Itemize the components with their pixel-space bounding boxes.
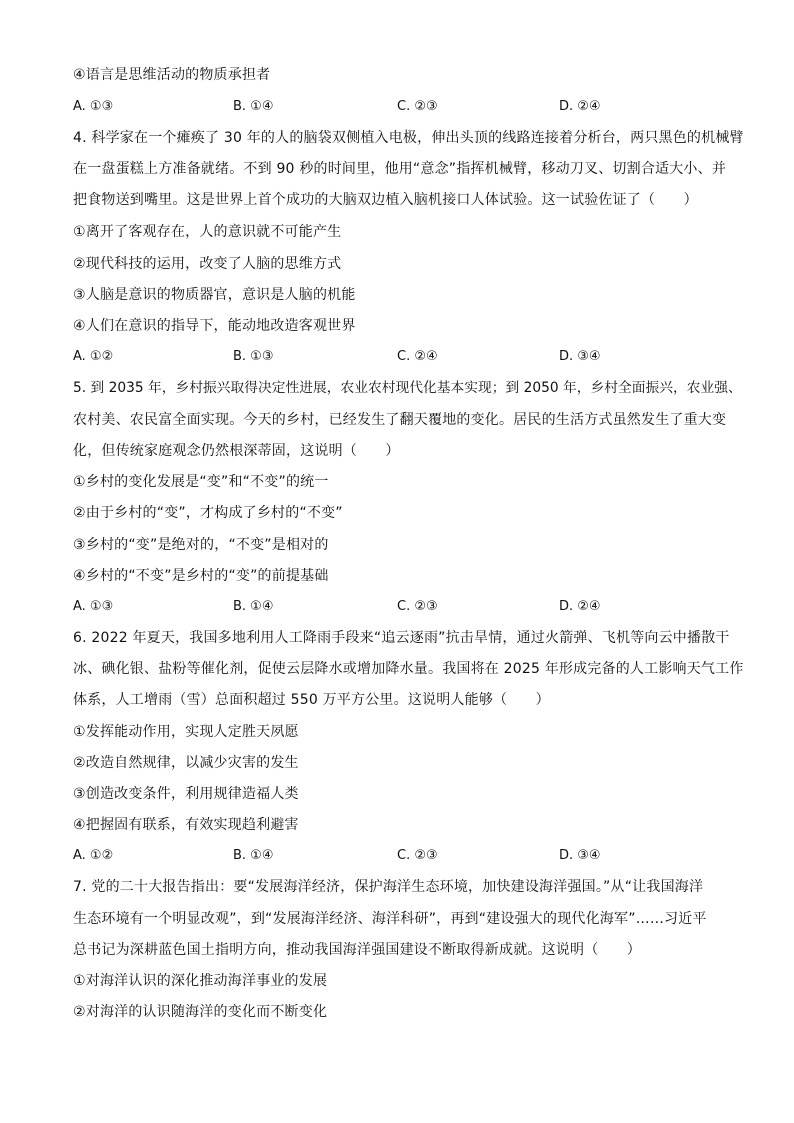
option-a: A. ①③: [73, 99, 114, 114]
option-d: D. ②④: [559, 599, 601, 614]
question-7-item-1: ①对海洋认识的深化推动海洋事业的发展: [73, 973, 328, 989]
question-6-stem-line-1: 6. 2022 年夏天，我国多地利用人工降雨手段来“追云逐雨”抗击旱情，通过火箭弹、飞机等向云中播散干: [73, 630, 730, 646]
question-4-stem-line-2: 在一盘蛋糕上方准备就绪。不到 90 秒的时间里，他用“意念”指挥机械臂，移动刀叉、切割合适大小、并: [73, 161, 727, 177]
option-b: B. ①④: [233, 599, 274, 614]
question-6-stem-line-3: 体系，人工增雨（雪）总面积超过 550 万平方公里。这说明人能够（ ）: [73, 692, 550, 708]
question-6-item-4: ④把握固有联系，有效实现趋利避害: [73, 817, 299, 833]
question-6-item-3: ③创造改变条件，利用规律造福人类: [73, 786, 299, 802]
question-6-item-2: ②改造自然规律，以减少灾害的发生: [73, 755, 299, 771]
option-d: D. ③④: [559, 848, 601, 863]
question-4-item-3: ③人脑是意识的物质器官，意识是人脑的机能: [73, 287, 356, 303]
option-a: A. ①③: [73, 599, 114, 614]
question-6-stem-line-2: 冰、碘化银、盐粉等催化剂，促使云层降水或增加降水量。我国将在 2025 年形成完备的人工影响天气工作: [73, 661, 744, 677]
question-4-stem-line-3: 把食物送到嘴里。这是世界上首个成功的大脑双边植入脑机接口人体试验。这一试验佐证了（ ）: [73, 192, 698, 208]
question-5-item-3: ③乡村的“变”是绝对的，“不变”是相对的: [73, 537, 329, 553]
question-7-item-2: ②对海洋的认识随海洋的变化而不断变化: [73, 1004, 328, 1020]
option-b: B. ①④: [233, 99, 274, 114]
option-d: D. ③④: [559, 349, 601, 364]
question-5-item-2: ②由于乡村的“变”，才构成了乡村的“不变”: [73, 505, 343, 521]
question-4-item-1: ①离开了客观存在，人的意识就不可能产生: [73, 224, 342, 240]
option-c: C. ②④: [397, 349, 438, 364]
question-3-item-4: ④语言是思维活动的物质承担者: [73, 67, 271, 83]
question-6-options: [73, 846, 733, 866]
question-7-stem-line-2: 生态环境有一个明显改观”，到“发展海洋经济、海洋科研”，再到“建设强大的现代化海军”……习近平: [73, 911, 707, 927]
option-c: C. ②③: [397, 848, 438, 863]
option-c: C. ②③: [397, 99, 438, 114]
option-b: B. ①④: [233, 848, 274, 863]
question-5-options: [73, 597, 733, 617]
question-4-options: [73, 347, 733, 367]
question-5-stem-line-1: 5. 到 2035 年，乡村振兴取得决定性进展，农业农村现代化基本实现；到 2050 年，乡村全面振兴，农业强、: [73, 380, 742, 396]
option-d: D. ②④: [559, 99, 601, 114]
question-4-item-2: ②现代科技的运用，改变了人脑的思维方式: [73, 256, 342, 272]
option-a: A. ①②: [73, 848, 114, 863]
question-5-item-1: ①乡村的变化发展是“变”和“不变”的统一: [73, 474, 329, 490]
question-5-stem-line-3: 化，但传统家庭观念仍然根深蒂固，这说明（ ）: [73, 443, 400, 459]
question-4-stem-line-1: 4. 科学家在一个瘫痪了 30 年的人的脑袋双侧植入电极，伸出头顶的线路连接着分析台，两只黑色的机械臂: [73, 130, 744, 146]
question-3-options: [73, 97, 733, 117]
question-7-stem-line-3: 总书记为深耕蓝色国土指明方向，推动我国海洋强国建设不断取得新成就。这说明（ ）: [73, 942, 641, 958]
option-a: A. ①②: [73, 349, 114, 364]
question-5-item-4: ④乡村的“不变”是乡村的“变”的前提基础: [73, 568, 329, 584]
option-c: C. ②③: [397, 599, 438, 614]
question-5-stem-line-2: 农村美、农民富全面实现。今天的乡村，已经发生了翻天覆地的变化。居民的生活方式虽然发生了重大变: [73, 412, 727, 428]
question-4-item-4: ④人们在意识的指导下，能动地改造客观世界: [73, 318, 356, 334]
option-b: B. ①③: [233, 349, 274, 364]
question-6-item-1: ①发挥能动作用，实现人定胜天夙愿: [73, 724, 299, 740]
question-7-stem-line-1: 7. 党的二十大报告指出：要“发展海洋经济，保护海洋生态环境，加快建设海洋强国。”从“让我国海洋: [73, 879, 704, 895]
